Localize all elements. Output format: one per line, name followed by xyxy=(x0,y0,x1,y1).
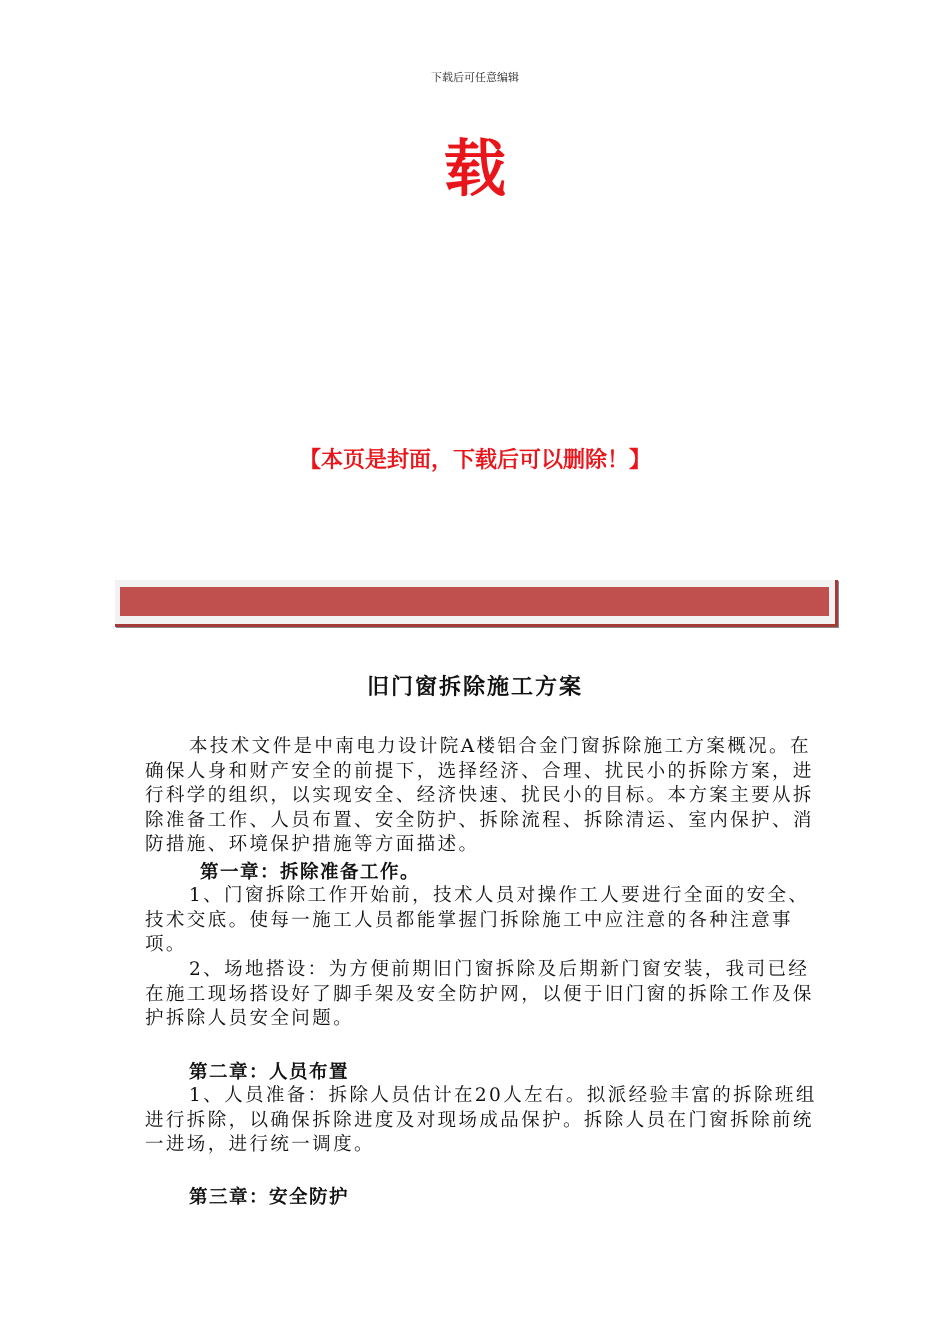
cover-delete-notice: 【本页是封面，下载后可以删除！】 xyxy=(298,448,651,473)
intro-paragraph: 本技术文件是中南电力设计院A楼铝合金门窗拆除施工方案概况。在确保人身和财产安全的前提下，选择经济、合理、扰民小的拆除方案，进行科学的组织，以实现安全、经济快速、扰民小的目标。本方案主要从拆除准备工作、人员布置、安全防护、拆除流程、拆除清运、室内保护、消防措施、环境保护措施等方面描述。 xyxy=(145,736,814,856)
chapter-1-paragraph-2: 2、场地搭设：为方便前期旧门窗拆除及后期新门窗安装，我司已经在施工现场搭设好了脚手架及安全防护网，以便于旧门窗的拆除工作及保护拆除人员安全问题。 xyxy=(145,959,814,1030)
chapter-1-heading: 第一章：拆除准备工作。 xyxy=(200,862,421,883)
document-title: 旧门窗拆除施工方案 xyxy=(366,674,583,700)
chapter-3-heading: 第三章：安全防护 xyxy=(189,1187,350,1208)
page-header-note: 下载后可任意编辑 xyxy=(431,71,519,84)
chapter-2-paragraph-1: 1、人员准备：拆除人员估计在20人左右。拟派经验丰富的拆除班组进行拆除，以确保拆除进度及对现场成品保护。拆除人员在门窗拆除前统一进场，进行统一调度。 xyxy=(145,1085,817,1156)
decorative-banner xyxy=(115,580,838,627)
banner-red-bar xyxy=(120,587,829,616)
chapter-2-heading: 第二章：人员布置 xyxy=(189,1062,350,1083)
chapter-1-paragraph-1: 1、门窗拆除工作开始前，技术人员对操作工人要进行全面的安全、技术交底。使每一施工人员都能掌握门拆除施工中应注意的各种注意事项。 xyxy=(145,885,810,956)
cover-big-character: 载 xyxy=(443,132,506,205)
